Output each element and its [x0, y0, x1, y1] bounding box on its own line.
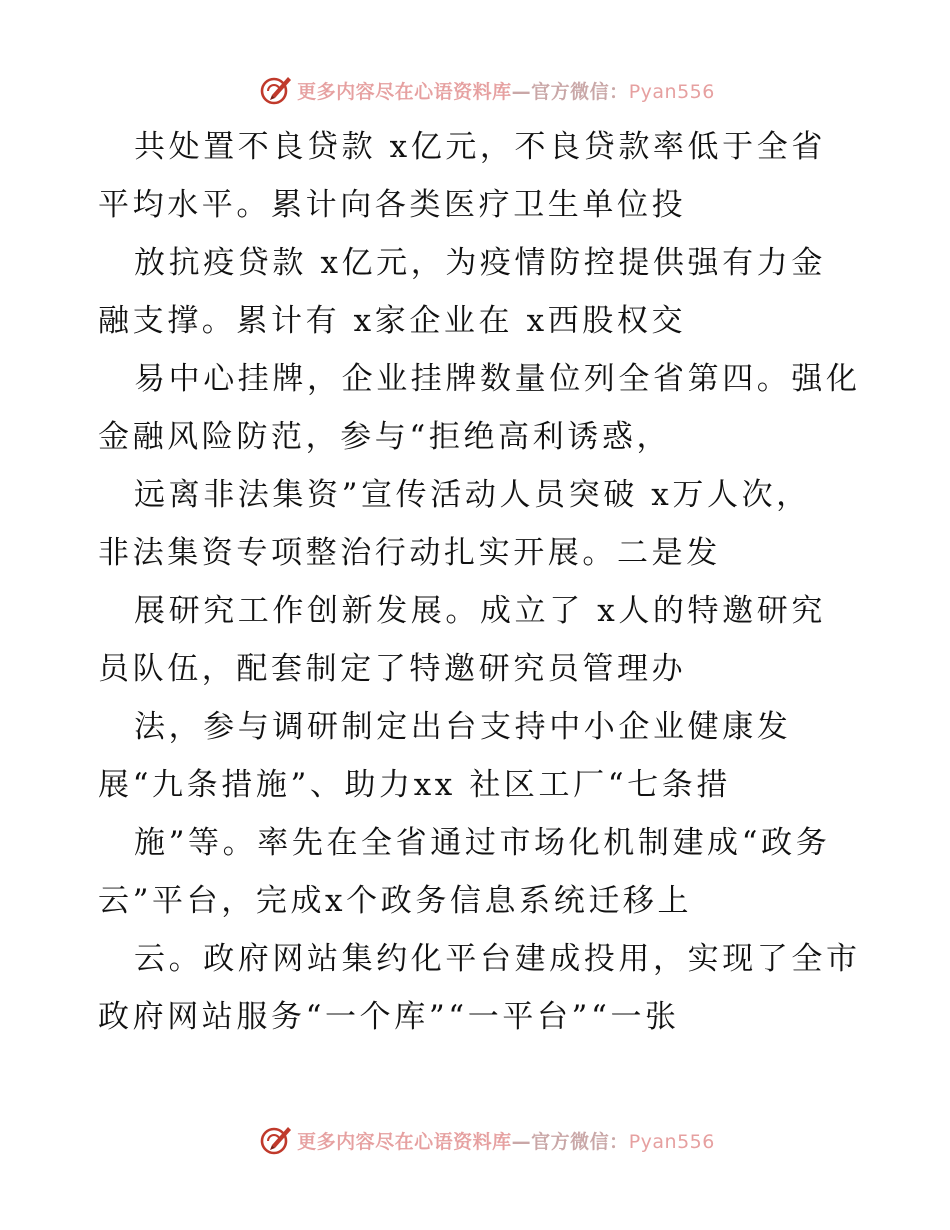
header-banner-title: 更多内容尽在心语资料库: [297, 80, 512, 103]
body-line: 云”平台，完成x个政务信息系统迁移上: [98, 883, 693, 919]
body-line: 展研究工作创新发展。成立了 x人的特邀研究: [134, 593, 826, 629]
body-line: 远离非法集资”宣传活动人员突破 x万人次，: [134, 477, 811, 513]
footer-banner-text: [297, 1127, 715, 1154]
body-line: 施”等。率先在全省通过市场化机制建成“政务: [134, 825, 831, 861]
body-line: 融支撑。累计有 x家企业在 x西股权交: [98, 303, 687, 339]
header-banner-wechat-id: Pyan556: [628, 80, 715, 103]
footer-banner-content: [259, 1123, 715, 1157]
pen-logo-icon: [259, 1123, 293, 1157]
footer-banner-title: 更多内容尽在心语资料库: [297, 1130, 512, 1153]
body-line: 共处置不良贷款 x亿元，不良贷款率低于全省: [134, 129, 826, 165]
body-line: 员队伍，配套制定了特邀研究员管理办: [98, 651, 687, 687]
header-banner-content: [259, 73, 715, 107]
header-banner-separator: —官方微信：: [511, 80, 629, 103]
body-line: 平均水平。累计向各类医疗卫生单位投: [98, 187, 687, 223]
footer-banner: [0, 1120, 950, 1160]
body-line: 政府网站服务“一个库”“一平台”“一张: [98, 999, 680, 1035]
body-line: 非法集资专项整治行动扎实开展。二是发: [98, 535, 721, 571]
header-banner: [0, 70, 950, 110]
body-line: 云。政府网站集约化平台建成投用，实现了全市: [134, 941, 861, 977]
footer-banner-separator: —官方微信：: [511, 1130, 629, 1153]
footer-banner-wechat-id: Pyan556: [628, 1130, 715, 1153]
body-line: 易中心挂牌，企业挂牌数量位列全省第四。强化: [134, 361, 861, 397]
body-line: 放抗疫贷款 x亿元，为疫情防控提供强有力金: [134, 245, 826, 281]
body-line: 展“九条措施”、助力xx 社区工厂“七条措: [98, 767, 731, 803]
header-banner-text: [297, 77, 715, 104]
body-line: 法，参与调研制定出台支持中小企业健康发: [134, 709, 792, 745]
body-line: 金融风险防范，参与“拒绝高利诱惑，: [98, 419, 672, 455]
pen-logo-icon: [259, 73, 293, 107]
